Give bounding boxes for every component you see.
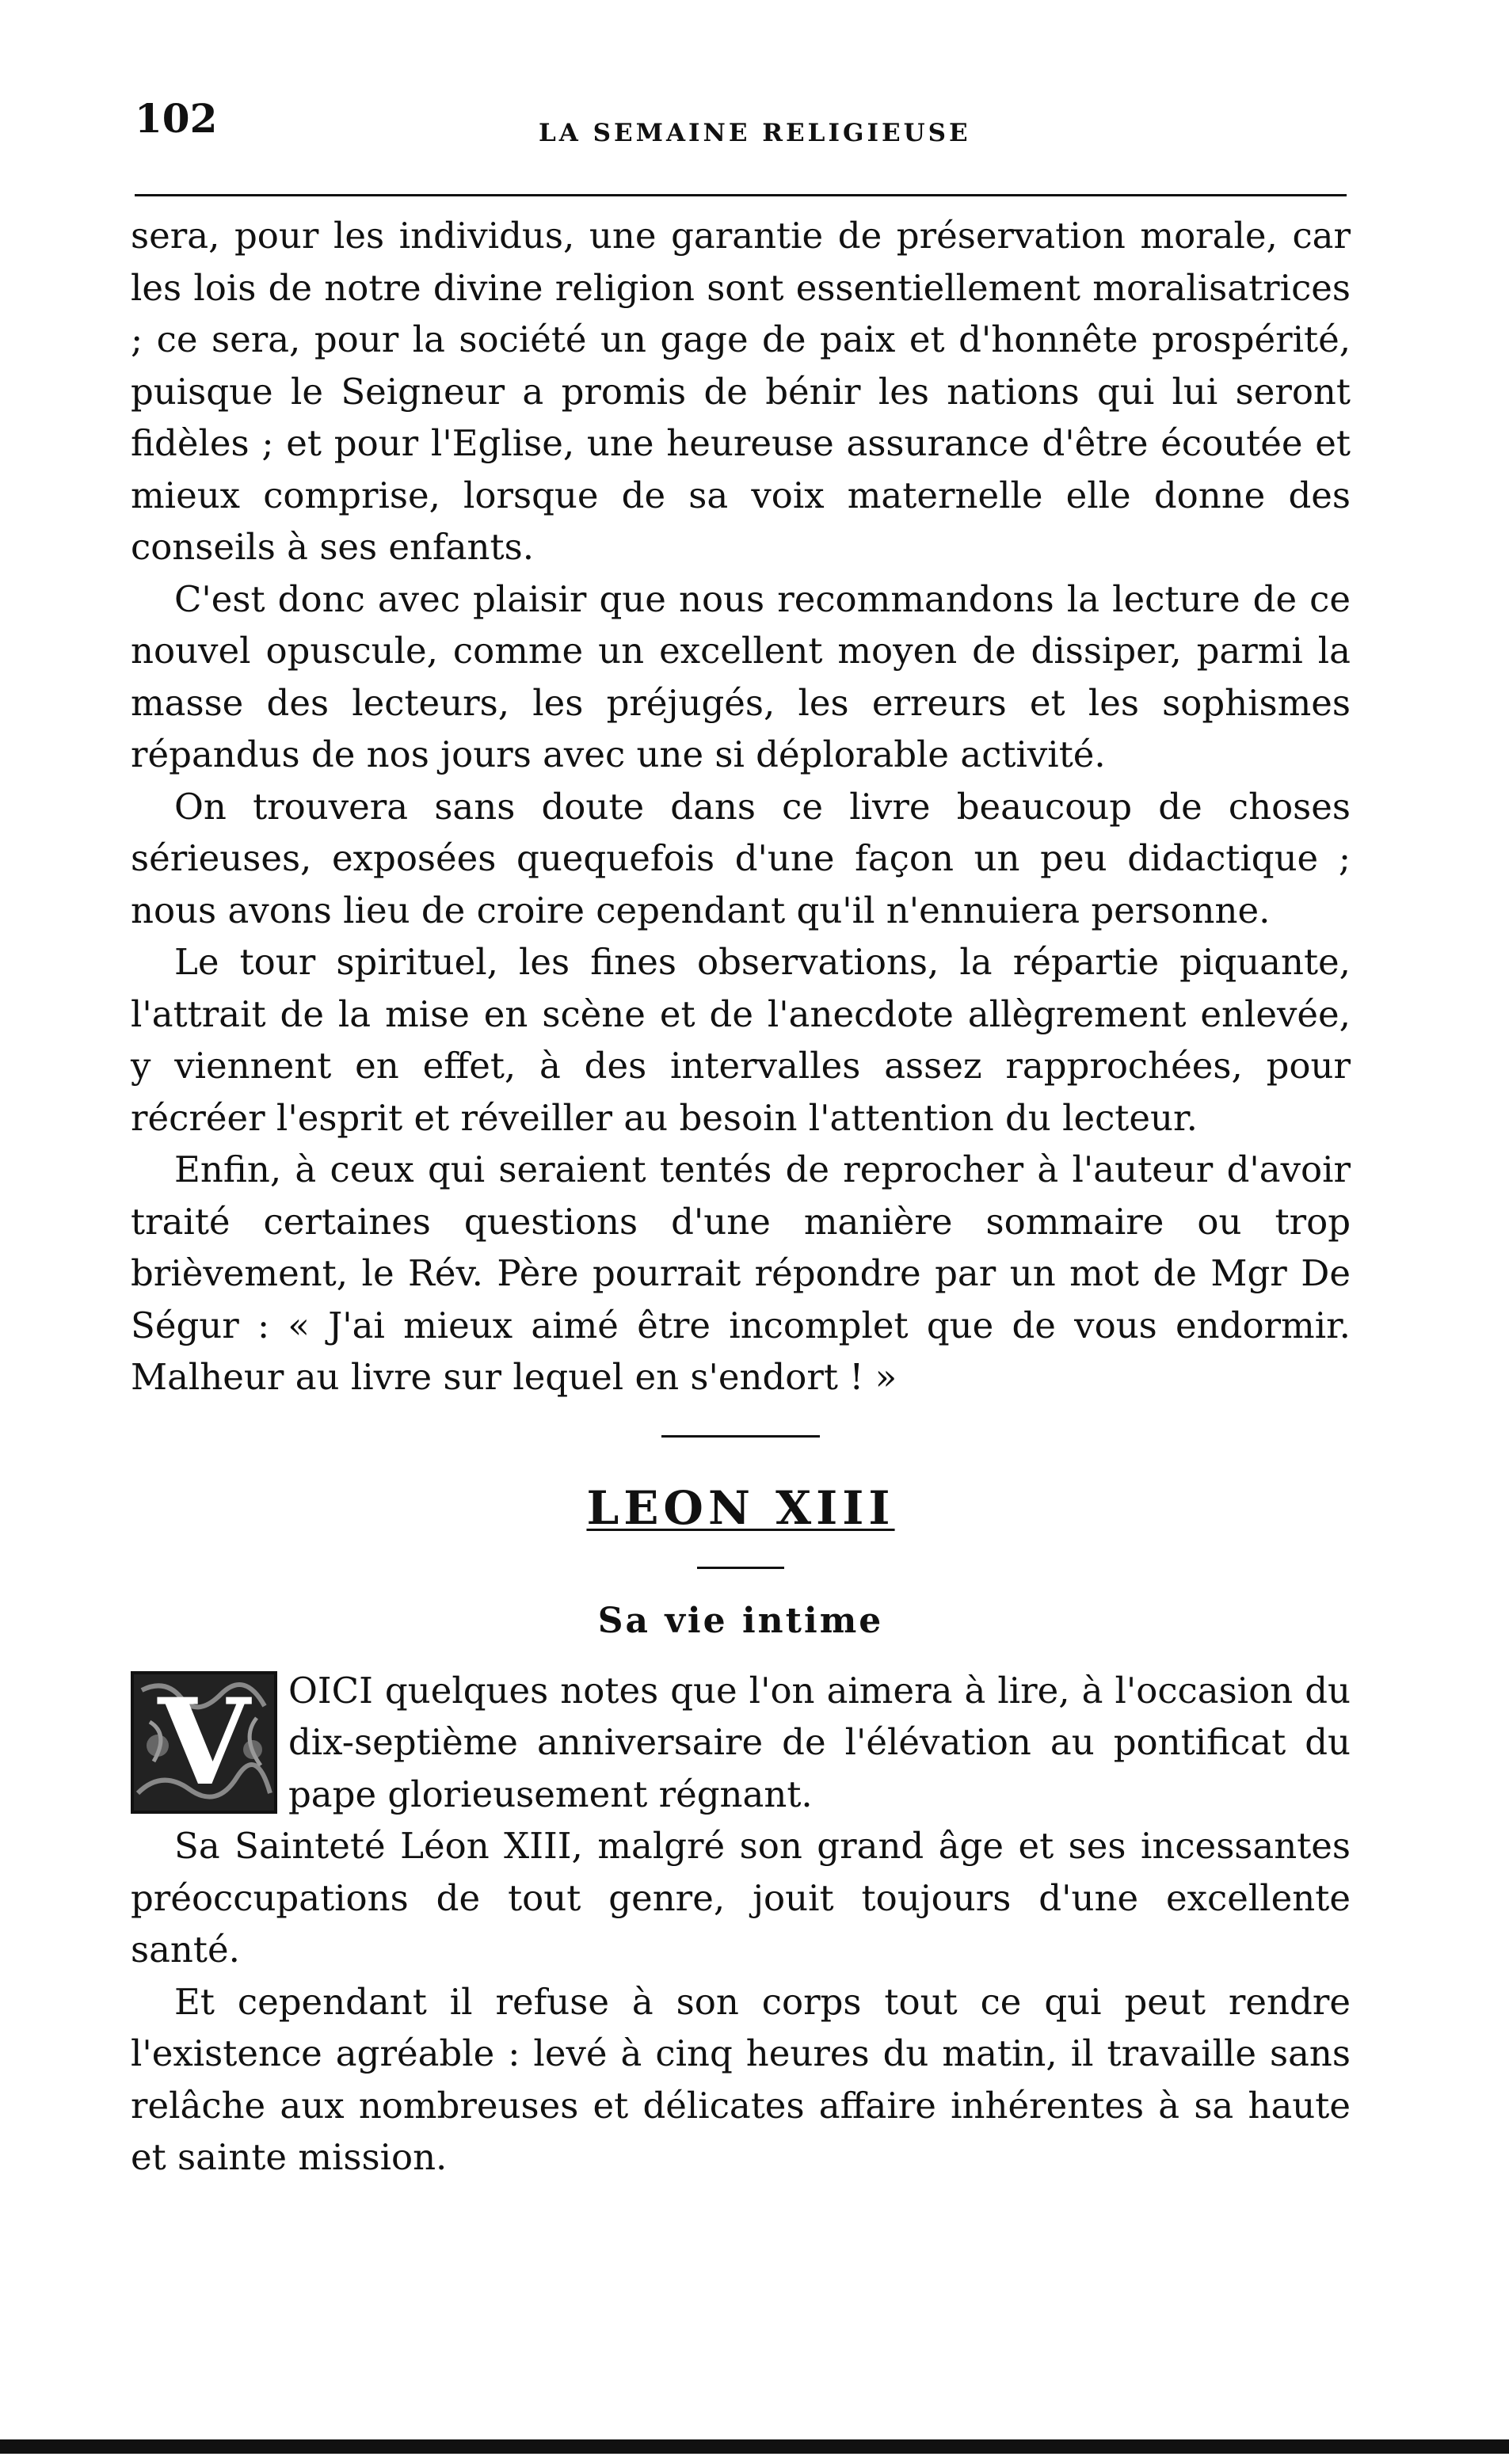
- paragraph: On trouvera sans doute dans ce livre beaucoup de choses sérieuses, exposées quequefois d'une façon un peu didactique ; nous avons lieu de croire cependant qu'il n'ennuiera personne.: [131, 785, 1351, 931]
- page-header: [119, 95, 1355, 182]
- scan-bottom-border: [0, 2439, 1509, 2454]
- paragraph: Sa Sainteté Léon XIII, malgré son grand âge et ses incessantes préoccupations de tout genre, jouit toujours d'une excellente santé.: [131, 1825, 1351, 1971]
- section-separator-rule: [661, 1435, 820, 1438]
- page-number: 102: [135, 95, 218, 142]
- title-separator-rule: [697, 1567, 784, 1569]
- paragraph: Le tour spirituel, les fines observations, la répartie piquante, l'attrait de la mise en scène et de l'anecdote allègrement enlevée, y viennent en effet, à des intervalles assez rapprochées, pour récréer l'esprit et réveiller au besoin l'attention du lecteur.: [131, 941, 1351, 1139]
- paragraph: Enfin, à ceux qui seraient tentés de reprocher à l'auteur d'avoir traité certaines questions d'une manière sommaire ou trop brièvement, le Rév. Père pourrait répondre par un mot de Mgr De Ségur : « J'ai mieux aimé être incomplet que de vous endormir. Malheur au livre sur lequel en s'endort ! »: [131, 1148, 1351, 1398]
- header-rule: [135, 194, 1347, 196]
- paragraph: Et cependant il refuse à son corps tout ce qui peut rendre l'existence agréable : levé à cinq heures du matin, il travaille sans relâche aux nombreuses et délicates affaire inhérentes à sa haute et sainte mission.: [131, 1980, 1351, 2178]
- paragraph: OICI quelques notes que l'on aimera à lire, à l'occasion du dix-septième anniversaire de l'élévation au pontificat du pape glorieusement régnant.: [288, 1669, 1351, 1815]
- section-title: LEON XIII: [586, 1480, 895, 1535]
- dropcap-letter: V: [158, 1672, 250, 1812]
- book-page: [119, 95, 1355, 2376]
- running-head: LA SEMAINE RELIGIEUSE: [539, 119, 971, 147]
- section-subtitle: Sa vie intime: [597, 1600, 884, 1641]
- paragraph: C'est donc avec plaisir que nous recommandons la lecture de ce nouvel opuscule, comme un excellent moyen de dissiper, parmi la masse des lecteurs, les préjugés, les erreurs et les sophismes répandus de nos jours avec une si déplorable activité.: [131, 577, 1351, 775]
- page-body: [131, 210, 1351, 2184]
- dropcap-paragraph: [131, 1665, 1351, 1821]
- ornamental-initial-icon: [131, 1671, 277, 1814]
- paragraph: sera, pour les individus, une garantie de préservation morale, car les lois de notre divine religion sont essentiellement moralisatrices ; ce sera, pour la société un gage de paix et d'honnête prospérité, puisque le Seigneur a promis de bénir les nations qui lui seront fidèles ; et pour l'Eglise, une heureuse assurance d'être écoutée et mieux comprise, lorsque de sa voix maternelle elle donne des conseils à ses enfants.: [131, 215, 1351, 568]
